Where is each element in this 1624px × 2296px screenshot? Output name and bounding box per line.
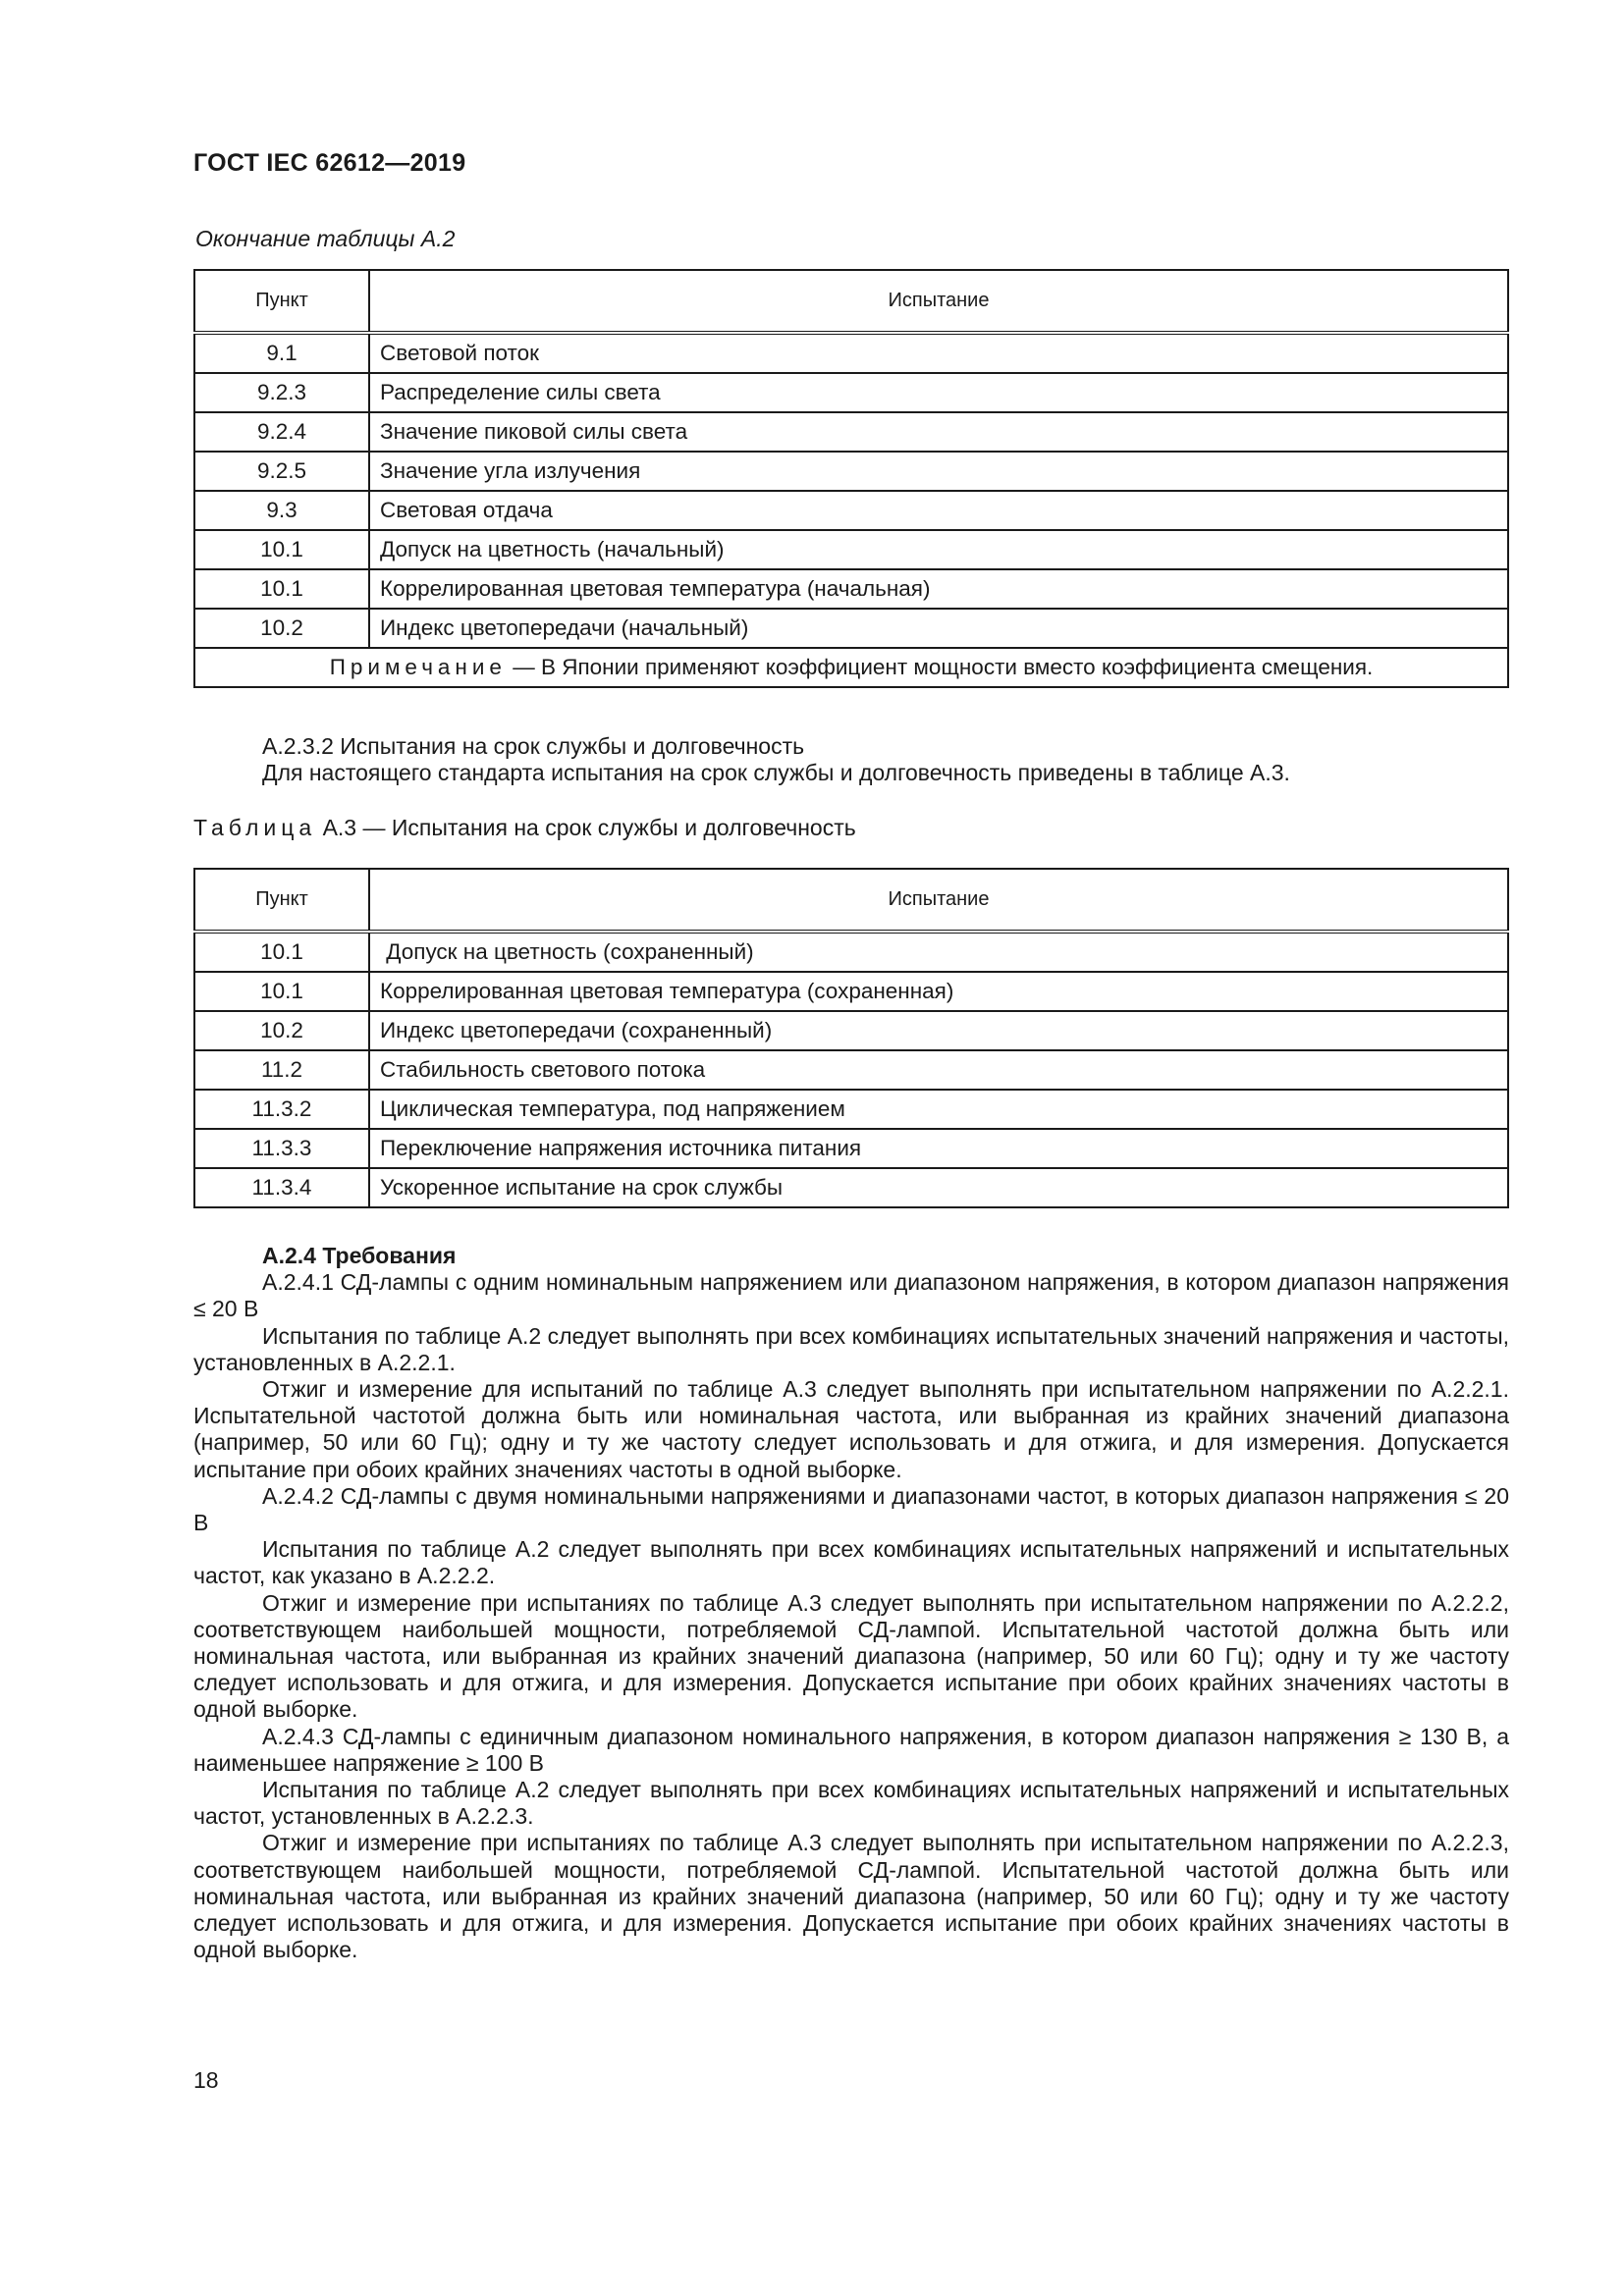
table-row bbox=[194, 1129, 1508, 1168]
table-a2-end bbox=[193, 269, 1509, 688]
test-cell: Ускоренное испытание на срок службы bbox=[369, 1168, 1508, 1207]
table-row bbox=[194, 412, 1508, 452]
table-row bbox=[194, 1168, 1508, 1207]
table-row bbox=[194, 373, 1508, 412]
clause-cell: 9.2.3 bbox=[194, 373, 369, 412]
test-cell: Допуск на цветность (сохраненный) bbox=[369, 932, 1508, 972]
table-row bbox=[194, 1090, 1508, 1129]
column-header-test: Испытание bbox=[369, 869, 1508, 932]
clause-cell: 9.3 bbox=[194, 491, 369, 530]
table-a3-title bbox=[193, 815, 856, 841]
paragraph: Испытания по таблице А.2 следует выполнять при всех комбинациях испытательных напряжений и испытательных частот, как указано в А.2.2.2. bbox=[193, 1536, 1509, 1589]
table-row bbox=[194, 932, 1508, 972]
test-cell: Переключение напряжения источника питания bbox=[369, 1129, 1508, 1168]
test-cell: Световой поток bbox=[369, 333, 1508, 373]
test-cell: Распределение силы света bbox=[369, 373, 1508, 412]
clause-cell: 11.3.4 bbox=[194, 1168, 369, 1207]
paragraph: А.2.4.2 СД-лампы с двумя номинальными напряжениями и диапазонами частот, в которых диапазон напряжения ≤ 20 В bbox=[193, 1482, 1509, 1536]
test-cell: Индекс цветопередачи (начальный) bbox=[369, 609, 1508, 648]
column-header-clause: Пункт bbox=[194, 869, 369, 932]
test-cell: Световая отдача bbox=[369, 491, 1508, 530]
clause-cell: 10.1 bbox=[194, 972, 369, 1011]
paragraph: Отжиг и измерение для испытаний по таблице А.3 следует выполнять при испытательном напряжении по А.2.2.1. Испытательной частотой должна быть или номинальная частота, или выбранная из крайних значений диапазона (например, 50 или 60 Гц); одну и ту же частоту следует использовать и для отжига, и для измерения. Допускается испытание при обоих крайних значениях частоты в одной выборке. bbox=[193, 1376, 1509, 1482]
table-row bbox=[194, 491, 1508, 530]
table-row bbox=[194, 1050, 1508, 1090]
table-row bbox=[194, 452, 1508, 491]
paragraph: Испытания по таблице А.2 следует выполнять при всех комбинациях испытательных напряжений и испытательных частот, установленных в А.2.2.3. bbox=[193, 1777, 1509, 1830]
paragraph: Для настоящего стандарта испытания на срок службы и долговечность приведены в таблице А.3. bbox=[262, 760, 1290, 786]
table-row bbox=[194, 1011, 1508, 1050]
test-cell: Значение угла излучения bbox=[369, 452, 1508, 491]
test-cell: Коррелированная цветовая температура (сохраненная) bbox=[369, 972, 1508, 1011]
clause-cell: 10.1 bbox=[194, 569, 369, 609]
table-row bbox=[194, 569, 1508, 609]
clause-cell: 10.1 bbox=[194, 530, 369, 569]
table-row bbox=[194, 972, 1508, 1011]
clause-cell: 9.2.5 bbox=[194, 452, 369, 491]
paragraph: А.2.4.1 СД-лампы с одним номинальным напряжением или диапазоном напряжения, в котором диапазон напряжения ≤ 20 В bbox=[193, 1269, 1509, 1322]
paragraph: Испытания по таблице А.2 следует выполнять при всех комбинациях испытательных значений напряжения и частоты, установленных в А.2.2.1. bbox=[193, 1322, 1509, 1375]
table-row bbox=[194, 609, 1508, 648]
clause-cell: 11.2 bbox=[194, 1050, 369, 1090]
table-a2-continuation-caption: Окончание таблицы А.2 bbox=[195, 226, 456, 251]
section-a24-requirements bbox=[193, 1243, 1509, 1963]
section-a232 bbox=[193, 733, 1509, 786]
table-note bbox=[194, 648, 1508, 687]
table-row bbox=[194, 530, 1508, 569]
test-cell: Индекс цветопередачи (сохраненный) bbox=[369, 1011, 1508, 1050]
test-cell: Стабильность светового потока bbox=[369, 1050, 1508, 1090]
clause-cell: 10.2 bbox=[194, 1011, 369, 1050]
table-a3 bbox=[193, 868, 1509, 1208]
page-number: 18 bbox=[193, 2067, 219, 2093]
table-note-row bbox=[194, 648, 1508, 687]
test-cell: Допуск на цветность (начальный) bbox=[369, 530, 1508, 569]
clause-cell: 10.2 bbox=[194, 609, 369, 648]
table-row bbox=[194, 333, 1508, 373]
document-header-title: ГОСТ IEC 62612—2019 bbox=[193, 149, 466, 177]
column-header-test: Испытание bbox=[369, 270, 1508, 333]
clause-cell: 11.3.2 bbox=[194, 1090, 369, 1129]
clause-cell: 9.2.4 bbox=[194, 412, 369, 452]
section-heading: А.2.3.2 Испытания на срок службы и долговечность bbox=[262, 733, 805, 759]
test-cell: Значение пиковой силы света bbox=[369, 412, 1508, 452]
test-cell: Коррелированная цветовая температура (начальная) bbox=[369, 569, 1508, 609]
clause-cell: 10.1 bbox=[194, 932, 369, 972]
clause-cell: 9.1 bbox=[194, 333, 369, 373]
table-label: Таблица bbox=[193, 815, 317, 840]
table-header-row bbox=[194, 270, 1508, 333]
paragraph: А.2.4.3 СД-лампы с единичным диапазоном номинального напряжения, в котором диапазон напряжения ≥ 130 В, а наименьшее напряжение ≥ 100 В bbox=[193, 1723, 1509, 1776]
note-label: Примечание bbox=[329, 655, 507, 679]
table-header-row bbox=[194, 869, 1508, 932]
note-text: — В Японии применяют коэффициент мощности вместо коэффициента смещения. bbox=[506, 655, 1374, 679]
column-header-clause: Пункт bbox=[194, 270, 369, 333]
paragraph: Отжиг и измерение при испытаниях по таблице А.3 следует выполнять при испытательном напряжении по А.2.2.3, соответствующем наибольшей мощности, потребляемой СД-лампой. Испытательной частотой должна быть или номинальная частота, или выбранная из крайних значений диапазона (например, 50 или 60 Гц); одну и ту же частоту следует использовать и для отжига, и для измерения. Допускается испытание при обоих крайних значениях частоты в одной выборке. bbox=[193, 1830, 1509, 1963]
table-title-text: А.3 — Испытания на срок службы и долговечность bbox=[316, 815, 856, 840]
section-heading: А.2.4 Требования bbox=[262, 1243, 457, 1268]
test-cell: Циклическая температура, под напряжением bbox=[369, 1090, 1508, 1129]
clause-cell: 11.3.3 bbox=[194, 1129, 369, 1168]
paragraph: Отжиг и измерение при испытаниях по таблице А.3 следует выполнять при испытательном напряжении по А.2.2.2, соответствующем наибольшей мощности, потребляемой СД-лампой. Испытательной частотой должна быть или номинальная частота, или выбранная из крайних значений диапазона (например, 50 или 60 Гц); одну и ту же частоту следует использовать и для отжига, и для измерения. Допускается испытание при обоих крайних значениях частоты в одной выборке. bbox=[193, 1589, 1509, 1723]
